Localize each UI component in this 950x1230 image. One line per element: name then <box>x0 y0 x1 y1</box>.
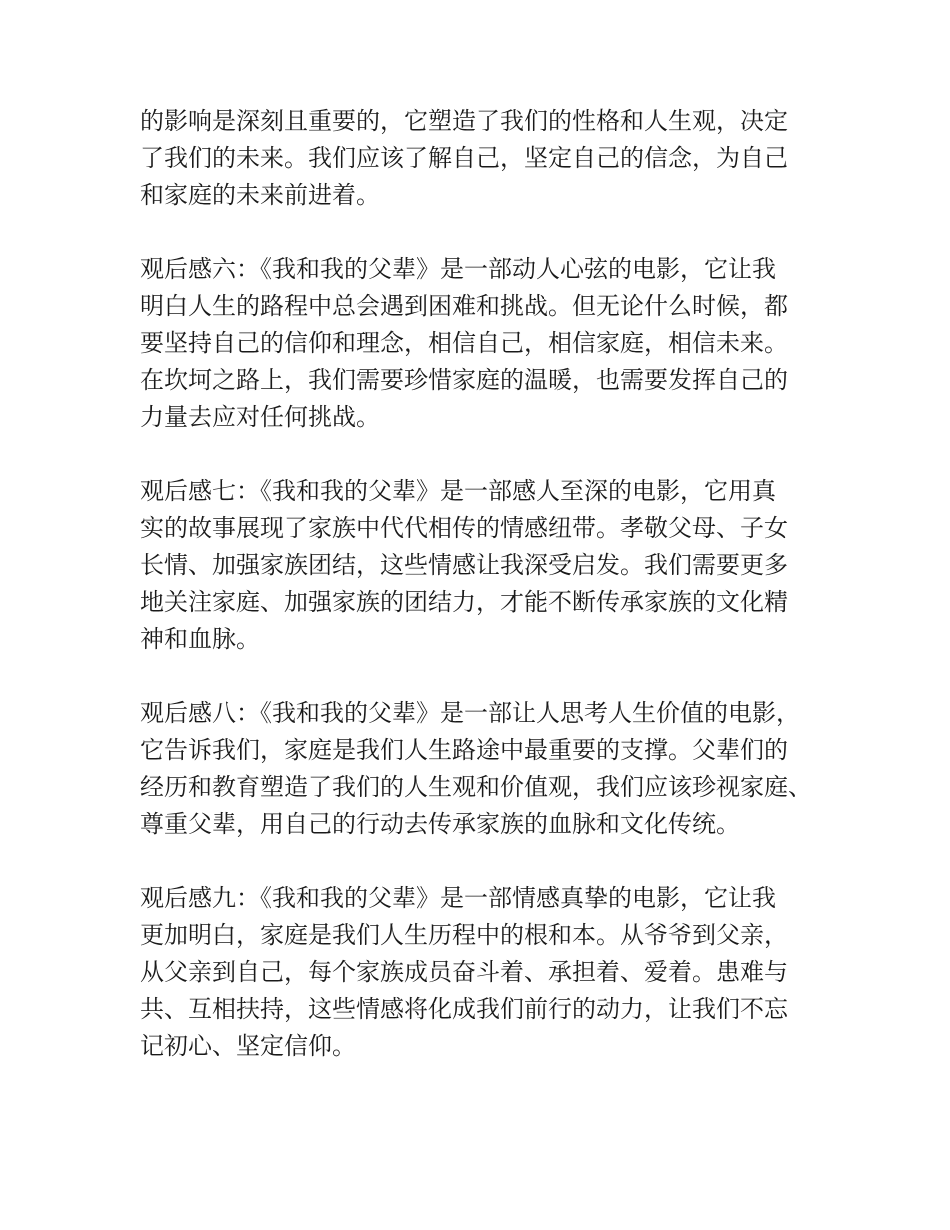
text-line: 的影响是深刻且重要的，它塑造了我们的性格和人生观，决定 <box>140 107 788 135</box>
text-line: 经历和教育塑造了我们的人生观和价值观，我们应该珍视家庭、 <box>140 773 812 801</box>
text-line: 实的故事展现了家族中代代相传的情感纽带。孝敬父母、子女 <box>140 514 788 542</box>
text-line: 神和血脉。 <box>140 625 260 653</box>
text-line: 在坎坷之路上，我们需要珍惜家庭的温暖，也需要发挥自己的 <box>140 366 788 394</box>
paragraph-review-9 <box>140 880 840 1065</box>
text-line: 要坚持自己的信仰和理念，相信自己，相信家庭，相信未来。 <box>140 329 788 357</box>
text-line: 观后感七：《我和我的父辈》是一部感人至深的电影，它用真 <box>140 477 776 505</box>
text-line: 明白人生的路程中总会遇到困难和挑战。但无论什么时候，都 <box>140 292 788 320</box>
text-line: 观后感八：《我和我的父辈》是一部让人思考人生价值的电影， <box>140 699 800 727</box>
text-line: 共、互相扶持，这些情感将化成我们前行的动力，让我们不忘 <box>140 995 788 1023</box>
paragraph-review-8 <box>140 695 840 843</box>
text-line: 了我们的未来。我们应该了解自己，坚定自己的信念，为自己 <box>140 144 788 172</box>
text-line: 更加明白，家庭是我们人生历程中的根和本。从爷爷到父亲， <box>140 921 788 949</box>
paragraph-review-6 <box>140 251 840 436</box>
text-line: 尊重父辈，用自己的行动去传承家族的血脉和文化传统。 <box>140 810 740 838</box>
text-line: 从父亲到自己，每个家族成员奋斗着、承担着、爱着。患难与 <box>140 958 788 986</box>
text-line: 观后感六：《我和我的父辈》是一部动人心弦的电影，它让我 <box>140 255 776 283</box>
paragraph-continuation <box>140 103 840 214</box>
document-body <box>140 103 840 1102</box>
text-line: 地关注家庭、加强家族的团结力，才能不断传承家族的文化精 <box>140 588 788 616</box>
text-line: 它告诉我们，家庭是我们人生路途中最重要的支撑。父辈们的 <box>140 736 788 764</box>
text-line: 观后感九：《我和我的父辈》是一部情感真挚的电影，它让我 <box>140 884 776 912</box>
paragraph-review-7 <box>140 473 840 658</box>
text-line: 长情、加强家族团结，这些情感让我深受启发。我们需要更多 <box>140 551 788 579</box>
text-line: 和家庭的未来前进着。 <box>140 181 380 209</box>
text-line: 记初心、坚定信仰。 <box>140 1032 356 1060</box>
text-line: 力量去应对任何挑战。 <box>140 403 380 431</box>
